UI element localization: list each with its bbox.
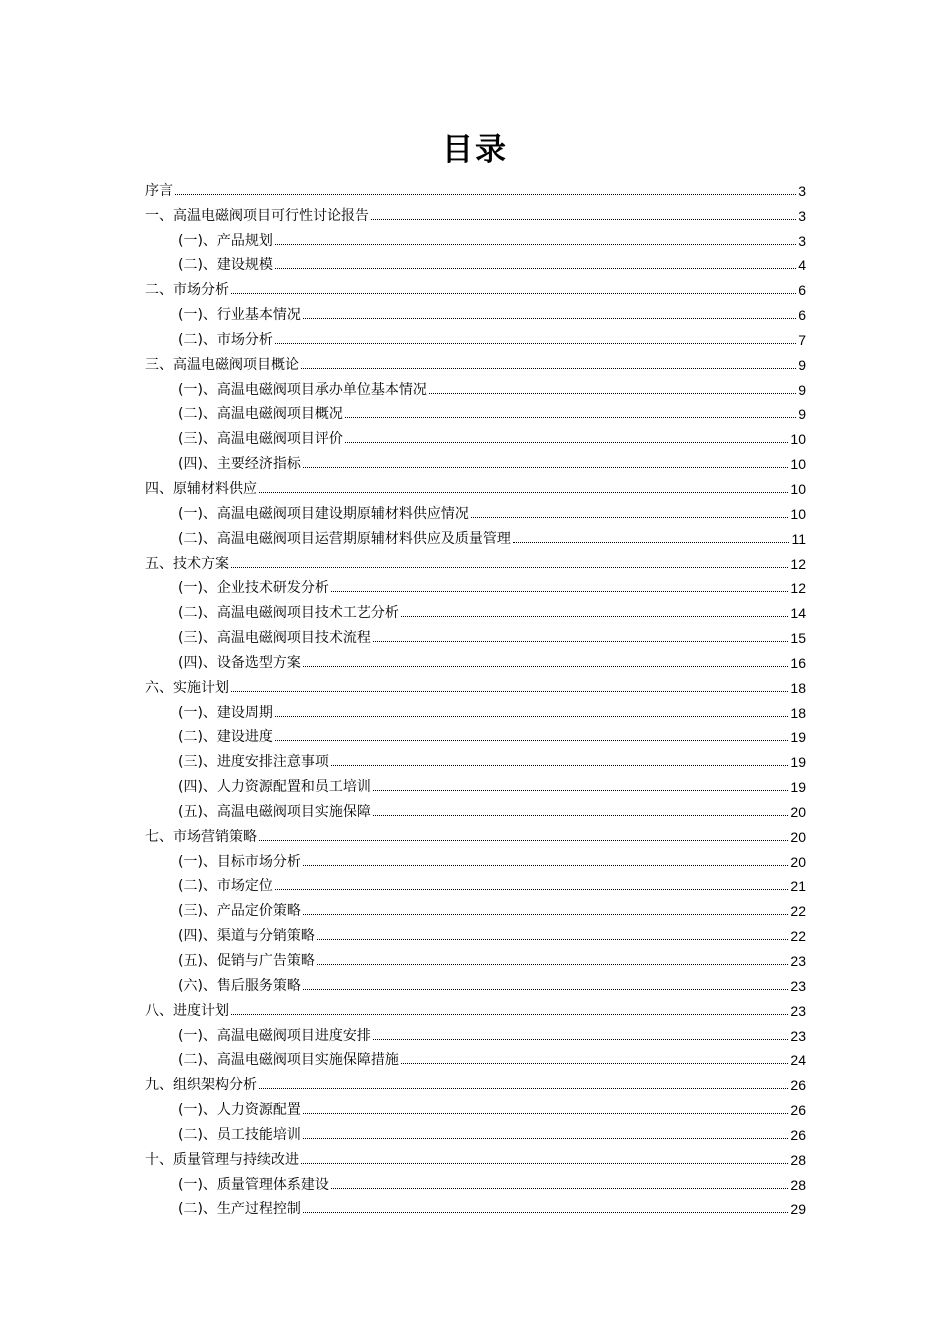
toc-entry-page-number: 9 xyxy=(798,381,806,398)
toc-entry-section[interactable] xyxy=(145,1169,806,1194)
toc-entry-label: (一)、高温电磁阀项目建设期原辅材料供应情况 xyxy=(178,505,469,522)
toc-entry-page-number: 3 xyxy=(798,182,806,199)
toc-entry-label: (一)、高温电磁阀项目进度安排 xyxy=(178,1027,371,1044)
toc-entry-page-number: 20 xyxy=(790,853,806,870)
toc-entry-label: (二)、市场定位 xyxy=(178,878,273,895)
toc-entry-page-number: 20 xyxy=(790,828,806,845)
toc-dot-leader xyxy=(275,244,796,245)
toc-dot-leader xyxy=(471,517,788,518)
toc-dot-leader xyxy=(373,1039,788,1040)
toc-entry-label: (三)、高温电磁阀项目评价 xyxy=(178,431,343,448)
toc-dot-leader xyxy=(275,268,796,269)
toc-entry-page-number: 23 xyxy=(790,1027,806,1044)
toc-dot-leader xyxy=(275,889,788,890)
toc-dot-leader xyxy=(401,1063,788,1064)
toc-entry-page-number: 19 xyxy=(790,779,806,796)
toc-entry-chapter[interactable] xyxy=(145,274,806,299)
toc-entry-page-number: 18 xyxy=(790,679,806,696)
toc-entry-section[interactable] xyxy=(145,250,806,275)
toc-dot-leader xyxy=(231,691,788,692)
toc-entry-label: (一)、行业基本情况 xyxy=(178,307,301,324)
toc-entry-label: (一)、质量管理体系建设 xyxy=(178,1176,329,1193)
toc-entry-label: (六)、售后服务策略 xyxy=(178,977,301,994)
toc-entry-section[interactable] xyxy=(145,697,806,722)
toc-entry-chapter[interactable] xyxy=(145,349,806,374)
toc-entry-label: (三)、产品定价策略 xyxy=(178,903,301,920)
toc-entry-label: (一)、产品规划 xyxy=(178,232,273,249)
toc-entry-page-number: 15 xyxy=(790,630,806,647)
toc-entry-section[interactable] xyxy=(145,871,806,896)
toc-entry-label: (二)、生产过程控制 xyxy=(178,1201,301,1218)
toc-entry-chapter[interactable] xyxy=(145,672,806,697)
toc-entry-label: 一、高温电磁阀项目可行性讨论报告 xyxy=(145,207,369,224)
toc-entry-page-number: 26 xyxy=(790,1126,806,1143)
toc-entry-section[interactable] xyxy=(145,771,806,796)
toc-entry-chapter[interactable] xyxy=(145,821,806,846)
toc-entry-page-number: 4 xyxy=(798,257,806,274)
toc-entry-label: (一)、目标市场分析 xyxy=(178,853,301,870)
toc-title: 目录 xyxy=(442,132,508,168)
toc-entry-section[interactable] xyxy=(145,622,806,647)
toc-entry-label: (四)、渠道与分销策略 xyxy=(178,928,315,945)
toc-dot-leader xyxy=(373,641,788,642)
toc-entry-section[interactable] xyxy=(145,523,806,548)
toc-dot-leader xyxy=(275,740,788,741)
toc-dot-leader xyxy=(345,417,796,418)
toc-entry-section[interactable] xyxy=(145,448,806,473)
toc-list xyxy=(145,175,806,1218)
toc-entry-page-number: 3 xyxy=(798,232,806,249)
toc-dot-leader xyxy=(301,368,796,369)
toc-entry-page-number: 11 xyxy=(791,530,806,547)
toc-entry-label: 四、原辅材料供应 xyxy=(145,480,257,497)
toc-entry-page-number: 23 xyxy=(790,977,806,994)
toc-dot-leader xyxy=(303,914,788,915)
toc-entry-label: 二、市场分析 xyxy=(145,282,229,299)
toc-entry-page-number: 19 xyxy=(790,754,806,771)
toc-entry-section[interactable] xyxy=(145,423,806,448)
toc-dot-leader xyxy=(259,1088,788,1089)
toc-entry-page-number: 19 xyxy=(790,729,806,746)
toc-entry-label: (一)、人力资源配置 xyxy=(178,1102,301,1119)
toc-entry-page-number: 23 xyxy=(790,953,806,969)
toc-dot-leader xyxy=(303,865,788,866)
toc-dot-leader xyxy=(371,219,796,220)
toc-entry-label: 九、组织架构分析 xyxy=(145,1077,257,1094)
toc-entry-page-number: 22 xyxy=(790,928,806,945)
toc-dot-leader xyxy=(429,393,796,394)
toc-entry-section[interactable] xyxy=(145,746,806,771)
toc-entry-section[interactable] xyxy=(145,573,806,598)
toc-entry-section[interactable] xyxy=(145,498,806,523)
toc-entry-page-number: 22 xyxy=(790,903,806,920)
toc-entry-page-number: 23 xyxy=(790,1002,806,1019)
toc-entry-label: 序言 xyxy=(145,182,173,199)
toc-dot-leader xyxy=(259,840,788,841)
toc-entry-page-number: 10 xyxy=(790,431,806,448)
toc-entry-label: 十、质量管理与持续改进 xyxy=(145,1151,299,1168)
toc-entry-chapter[interactable] xyxy=(145,473,806,498)
toc-dot-leader xyxy=(317,964,788,965)
toc-dot-leader xyxy=(303,1212,788,1213)
toc-entry-section[interactable] xyxy=(145,1119,806,1144)
toc-entry-page-number: 29 xyxy=(790,1201,806,1218)
toc-entry-chapter[interactable] xyxy=(145,548,806,573)
toc-entry-label: (一)、建设周期 xyxy=(178,704,273,721)
toc-dot-leader xyxy=(231,1014,788,1015)
toc-entry-page-number: 12 xyxy=(790,580,806,597)
toc-entry-label: (一)、企业技术研发分析 xyxy=(178,580,329,597)
toc-entry-page-number: 28 xyxy=(790,1151,806,1168)
toc-entry-page-number: 12 xyxy=(790,555,806,572)
toc-dot-leader xyxy=(303,1138,788,1139)
toc-dot-leader xyxy=(513,542,790,543)
toc-dot-leader xyxy=(303,467,788,468)
toc-entry-page-number: 10 xyxy=(790,505,806,522)
toc-entry-label: (四)、设备选型方案 xyxy=(178,654,301,671)
toc-entry-section[interactable] xyxy=(145,324,806,349)
toc-entry-label: 六、实施计划 xyxy=(145,679,229,696)
toc-entry-label: (二)、建设规模 xyxy=(178,257,273,274)
toc-entry-chapter[interactable] xyxy=(145,1144,806,1169)
toc-entry-section[interactable] xyxy=(145,1194,806,1219)
toc-entry-page-number: 9 xyxy=(798,356,806,373)
toc-dot-leader xyxy=(331,1188,788,1189)
toc-dot-leader xyxy=(331,591,788,592)
toc-entry-label: (一)、高温电磁阀项目承办单位基本情况 xyxy=(178,381,427,398)
toc-entry-page-number: 7 xyxy=(798,331,806,348)
toc-entry-section[interactable] xyxy=(145,846,806,871)
toc-entry-section[interactable] xyxy=(145,1020,806,1045)
toc-entry-page-number: 6 xyxy=(798,307,806,324)
toc-dot-leader xyxy=(175,194,796,195)
toc-entry-page-number: 10 xyxy=(790,456,806,473)
toc-entry-label: (二)、高温电磁阀项目运营期原辅材料供应及质量管理 xyxy=(178,530,511,547)
toc-dot-leader xyxy=(373,790,788,791)
toc-entry-label: (四)、主要经济指标 xyxy=(178,456,301,473)
toc-entry-label: (二)、高温电磁阀项目实施保障措施 xyxy=(178,1052,399,1069)
toc-dot-leader xyxy=(373,815,788,816)
toc-entry-page-number: 16 xyxy=(790,654,806,671)
toc-dot-leader xyxy=(303,666,788,667)
toc-dot-leader xyxy=(301,1163,788,1164)
toc-dot-leader xyxy=(275,343,796,344)
toc-entry-section[interactable] xyxy=(145,895,806,920)
toc-entry-page-number: 10 xyxy=(790,480,806,497)
toc-entry-chapter[interactable] xyxy=(145,995,806,1020)
toc-entry-label: (二)、员工技能培训 xyxy=(178,1126,301,1143)
toc-entry-page-number: 21 xyxy=(790,878,806,895)
toc-entry-label: (二)、市场分析 xyxy=(178,331,273,348)
toc-entry-label: 八、进度计划 xyxy=(145,1002,229,1019)
toc-entry-section[interactable] xyxy=(145,399,806,424)
toc-entry-page-number: 3 xyxy=(798,207,806,224)
toc-dot-leader xyxy=(259,492,788,493)
toc-entry-page-number: 26 xyxy=(790,1077,806,1094)
toc-entry-chapter[interactable] xyxy=(145,175,806,200)
toc-entry-section[interactable] xyxy=(145,945,806,970)
toc-entry-label: (五)、高温电磁阀项目实施保障 xyxy=(178,803,371,820)
toc-dot-leader xyxy=(303,318,796,319)
toc-entry-label: (二)、高温电磁阀项目技术工艺分析 xyxy=(178,605,399,622)
toc-dot-leader xyxy=(231,293,796,294)
toc-entry-page-number: 28 xyxy=(790,1176,806,1193)
toc-dot-leader xyxy=(275,716,788,717)
toc-entry-section[interactable] xyxy=(145,374,806,399)
toc-entry-page-number: 26 xyxy=(790,1102,806,1119)
toc-dot-leader xyxy=(331,765,788,766)
toc-entry-section[interactable] xyxy=(145,796,806,821)
toc-entry-label: 七、市场营销策略 xyxy=(145,828,257,845)
toc-entry-section[interactable] xyxy=(145,225,806,250)
toc-dot-leader xyxy=(345,442,788,443)
toc-entry-label: (二)、建设进度 xyxy=(178,729,273,746)
toc-dot-leader xyxy=(231,567,788,568)
toc-entry-page-number: 18 xyxy=(790,704,806,721)
toc-entry-section[interactable] xyxy=(145,1045,806,1070)
toc-entry-page-number: 9 xyxy=(798,406,806,423)
toc-dot-leader xyxy=(303,1113,788,1114)
toc-entry-label: (三)、高温电磁阀项目技术流程 xyxy=(178,630,371,647)
toc-entry-section[interactable] xyxy=(145,1094,806,1119)
toc-dot-leader xyxy=(303,989,788,990)
toc-entry-section[interactable] xyxy=(145,920,806,945)
toc-entry-section[interactable] xyxy=(145,722,806,747)
toc-entry-section[interactable] xyxy=(145,970,806,995)
toc-entry-label: (二)、高温电磁阀项目概况 xyxy=(178,406,343,423)
toc-entry-chapter[interactable] xyxy=(145,1069,806,1094)
toc-dot-leader xyxy=(317,939,788,940)
toc-entry-label: (四)、人力资源配置和员工培训 xyxy=(178,779,371,796)
toc-entry-label: (三)、进度安排注意事项 xyxy=(178,754,329,771)
toc-entry-label: (五)、促销与广告策略 xyxy=(178,953,315,969)
toc-entry-section[interactable] xyxy=(145,299,806,324)
toc-entry-page-number: 6 xyxy=(798,282,806,299)
toc-dot-leader xyxy=(401,616,788,617)
toc-entry-label: 三、高温电磁阀项目概论 xyxy=(145,356,299,373)
toc-entry-section[interactable] xyxy=(145,597,806,622)
toc-entry-section[interactable] xyxy=(145,647,806,672)
toc-entry-chapter[interactable] xyxy=(145,200,806,225)
toc-entry-page-number: 14 xyxy=(790,605,806,622)
toc-entry-page-number: 20 xyxy=(790,803,806,820)
toc-entry-page-number: 24 xyxy=(790,1052,806,1069)
toc-entry-label: 五、技术方案 xyxy=(145,555,229,572)
